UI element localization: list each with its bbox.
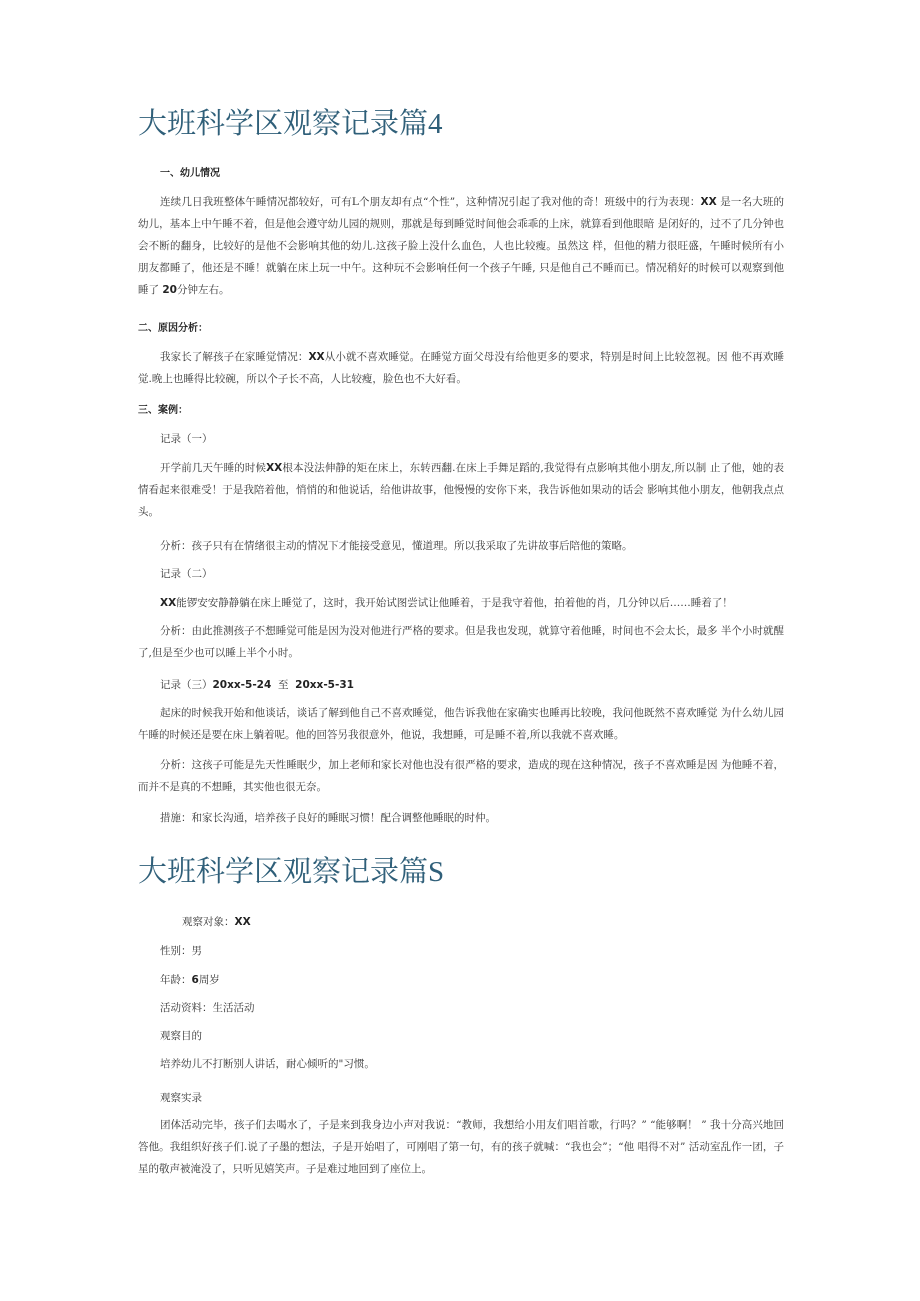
date-end: 20xx-5-31 [295,679,354,691]
child-name: XX [266,462,283,474]
record-1-label: 记录（一） [160,433,213,445]
heading-cause-analysis: 二、原因分析： [138,323,208,334]
number: 6 [191,974,199,986]
record-text: 团体活动完毕，孩子们去喝水了，子是来到我身边小声对我说：“教师，我想给小用友们唱首歌，行吗？” “能够啊！ ” 我十分高兴地回答他。我组织好孩子们.说了子墨的想法，子是开始唱了，可刚唱了第一句，有的孩子就喊：“我也会”；“他 唱得不对” 活动室乱作一团，子星的敬声被淹没了，只听见嬉笑声。子是难过地回到了座位上。 [138,1119,784,1175]
text: 年龄： [160,974,192,986]
child-name: XX [234,916,251,928]
purpose-label: 观察目的 [160,1030,202,1042]
text: 从小就不喜欢睡觉。在睡觉方面父母没有给他更多的要求，特别是时间上比较忽视。因 他不再欢睡觉.晚上也睡得比较碗，所以个子长不高，人比较瘦，脸色也不大好看。 [138,351,784,385]
record-3-label [138,674,784,696]
text: 根本没法伸静的矩在床上，东转西翻.在床上手舞足蹈的,我觉得有点影响其他小朋友,所以制 止了他，她的表情看起来很难受！于是我陪着他，悄悄的和他说话，给他讲故事，他慢慢的安你下来，我告诉他如果动的话会 影响其他小朋友，他朝我点点头。 [138,462,784,518]
text: 能锣安安静静躺在床上睡觉了，这时，我开始试图尝试让他睡着，于是我守着他，拍着他的肖，几分钟以后……睡着了！ [176,597,733,609]
record-2-label: 记录（二） [160,568,213,580]
heading-cases: 三、案例： [138,405,188,416]
text: 周岁 [198,974,220,986]
purpose-text: 培养幼儿不打断别人讲话，耐心倾听的"习惯。 [160,1058,375,1070]
text: 至 [271,679,296,691]
text: 我家长了解孩子在家睡觉情况： [160,351,309,363]
analysis-3: 分析：这孩子可能是先天性睡眠少，加上老师和家长对他也没有很严格的要求，造成的现在这种情况，孩子不喜欢睡是因 为他睡不着，而并不是真的不想睡，其实他也很无奈。 [138,759,784,793]
date-start: 20xx-5-24 [212,679,272,691]
text: 分钟左右。 [176,284,230,296]
record-3-text: 起床的时候我开始和他谈话，谈话了解到他自己不喜欢睡觉，他告诉我他在家确实也睡再比较晚，我问他既然不喜欢睡觉 为什么幼儿园午睡的时候还是要在床上躺着呢。他的回答另我很意外，他说，我想睡，可是睡不着,所以我就不喜欢睡。 [138,707,784,741]
text: 观察对象： [182,916,235,928]
age [138,969,784,991]
text: 记录（三） [160,679,213,691]
analysis-1: 分析：孩子只有在情绪很主动的情况下才能接受意见，懂道理。所以我采取了先讲故事后陪他的策略。 [160,540,633,552]
record-2-text [138,592,784,614]
section-title-5: 大班科学区观察记录篇S [138,856,445,888]
heading-child-situation: 一、幼儿情况 [160,168,220,179]
activity: 活动资料：生活活动 [160,1002,255,1014]
paragraph-cause-analysis [138,346,784,390]
measure: 措施：和家长沟通，培养孩子良好的睡眠习惯！配合调整他睡眠的时仲。 [160,812,496,824]
record-1-text [138,457,784,523]
record-label: 观察实录 [160,1092,202,1104]
section-title-4: 大班科学区观察记录篇4 [138,108,443,140]
gender: 性别：男 [160,945,202,957]
analysis-2: 分析：由此推测孩子不想睡觉可能是因为没对他进行严格的要求。但是我也发现，就算守着他睡，时间也不会太长，最多 半个小时就醒了,但是至少也可以睡上半个小时。 [138,625,784,659]
paragraph-child-situation [138,191,784,301]
child-name: XX [160,597,177,609]
child-name: XX [700,196,717,208]
child-name: XX [308,351,325,363]
observation-subject [182,911,828,933]
text: 连续几日我班整体午睡情况都较好，可有L个朋友却有点“个性”，这种情况引起了我对他的奇！班级中的行为表现： [160,196,701,208]
number: 20 [162,284,177,296]
text: 开学前几天午睡的时候 [160,462,267,474]
text: 是一名大班的幼儿，基本上中午睡不着，但是他会遵守幼儿园的规则，那就是每到睡觉时间他会乖乖的上床，就算看到他眼暗 是闭好的，过不了几分钟也会不断的翻身，比较好的是他不会影响其他的幼儿.这孩子脸上没什么血色，人也比较瘦。虽然这 样，但他的精力很旺盛，午睡时候所有小朋友都睡了，他还是不睡！就躺在床上玩一中午。这种玩不会影响任何一个孩子午睡, 只是他自己不睡而已。情况稍好的时候可以观察到他睡了 [138,196,784,296]
